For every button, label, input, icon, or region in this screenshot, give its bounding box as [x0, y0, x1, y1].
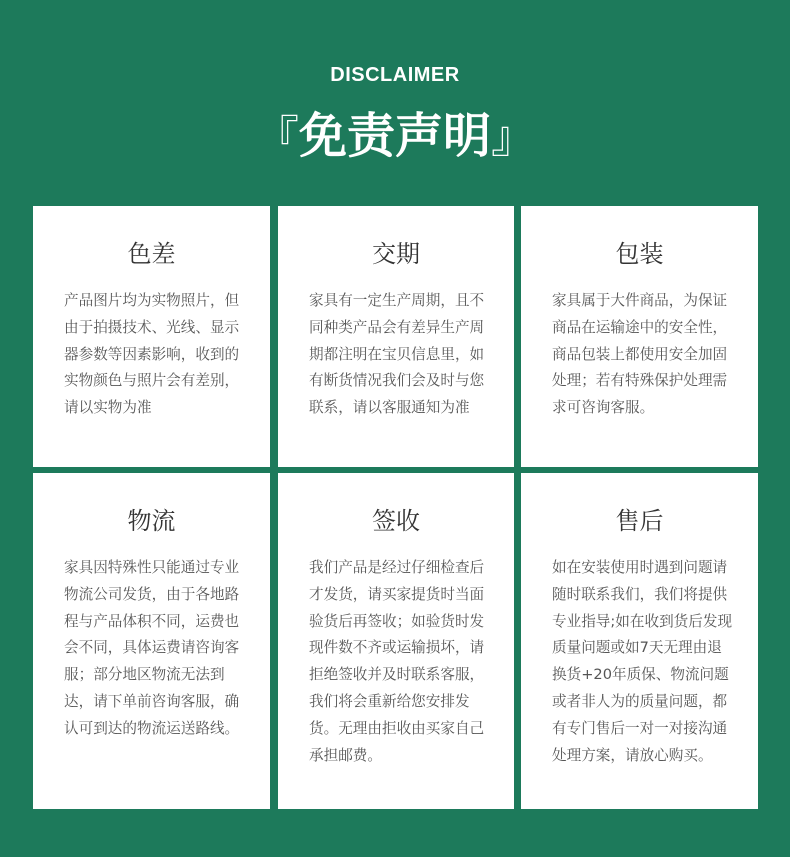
card-body: 如在安装使用时遇到问题请随时联系我们，我们将提供专业指导;如在收到货后发现质量问题或如7天无理由退换货+20年质保、物流问题或者非人为的质量问题，都有专门售后一对一对接沟通处理方案，请放心购买。 — [552, 559, 733, 764]
disclaimer-eyebrow: DISCLAIMER — [330, 64, 460, 86]
card-body: 产品图片均为实物照片，但由于拍摄技术、光线、显示器参数等因素影响，收到的实物颜色与照片会有差别，请以实物为准 — [64, 292, 240, 417]
page-title — [0, 104, 790, 170]
card-body: 我们产品是经过仔细检查后才发货，请买家提货时当面验货后再签收；如验货时发现件数不齐或运输损坏，请拒绝签收并及时联系客服，我们将会重新给您安排发货。无理由拒收由买家自己承担邮费。 — [309, 559, 485, 764]
card-title: 物流 — [127, 507, 176, 535]
card-receipt — [278, 473, 514, 809]
card-title: 售后 — [615, 507, 664, 535]
card-after-sales — [521, 473, 758, 809]
card-title: 包装 — [615, 240, 664, 268]
title-bracket-left: 『 — [254, 112, 299, 163]
card-color-difference — [33, 206, 270, 467]
card-body: 家具因特殊性只能通过专业物流公司发货，由于各地路程与产品体积不同，运费也会不同，具体运费请咨询客服；部分地区物流无法到达，请下单前咨询客服，确认可到达的物流运送路线。 — [64, 559, 240, 737]
card-packaging — [521, 206, 758, 467]
title-bracket-right: 』 — [491, 112, 535, 163]
card-body: 家具属于大件商品，为保证商品在运输途中的安全性，商品包装上都使用安全加固处理；若有特殊保护处理需求可咨询客服。 — [552, 292, 728, 417]
card-title: 签收 — [372, 507, 420, 535]
card-logistics — [33, 473, 270, 809]
card-title: 色差 — [127, 240, 176, 268]
card-title: 交期 — [372, 240, 420, 268]
card-delivery-time — [278, 206, 514, 467]
card-body: 家具有一定生产周期，且不同种类产品会有差异生产周期都注明在宝贝信息里，如有断货情况我们会及时与您联系，请以客服通知为准 — [309, 292, 485, 417]
page-title-text: 免责声明 — [298, 108, 491, 164]
